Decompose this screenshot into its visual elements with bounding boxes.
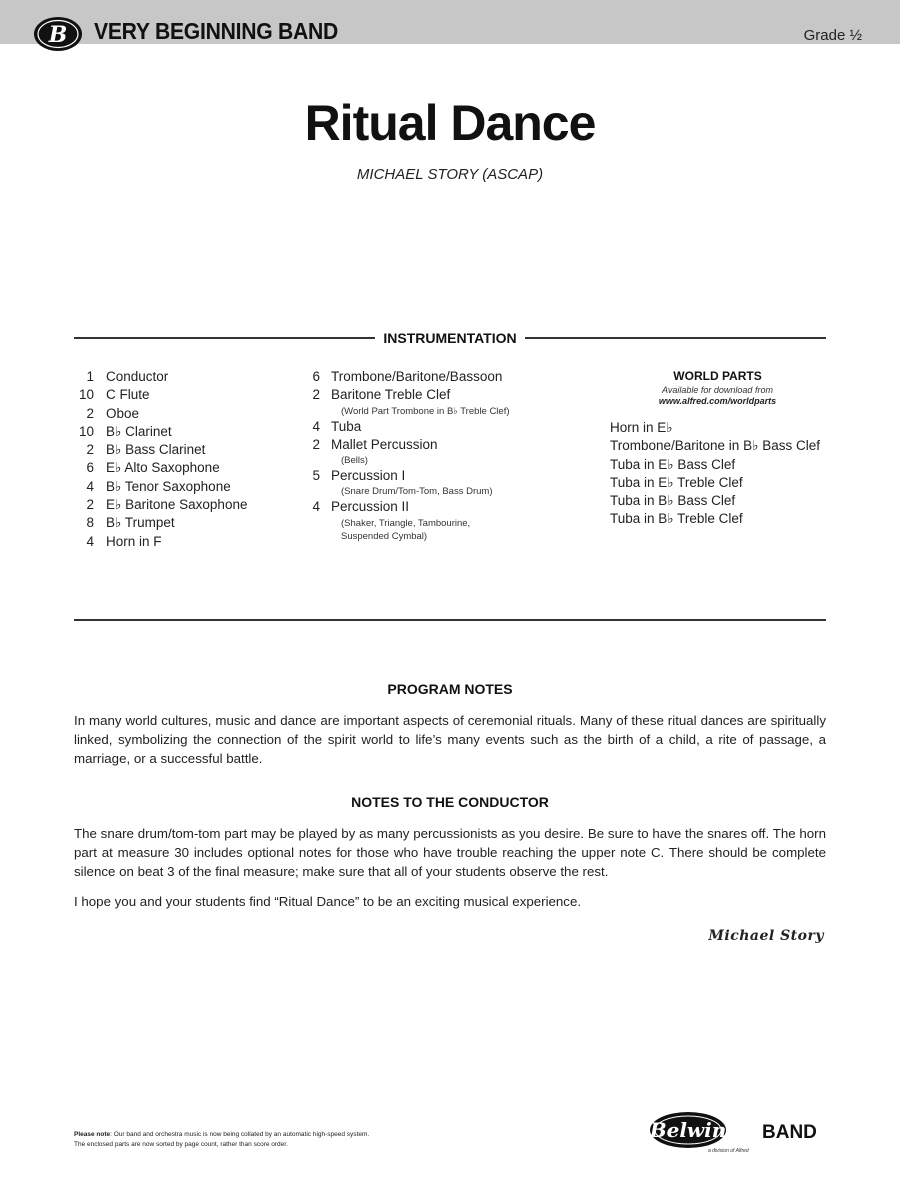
- instrument-name: Mallet Percussion: [331, 436, 438, 452]
- footer-note: [74, 1130, 369, 1150]
- world-part-item: Tuba in E♭ Bass Clef: [610, 456, 736, 472]
- belwin-band-logo-icon: [648, 1108, 828, 1158]
- instrumentation-label: INSTRUMENTATION: [383, 330, 517, 346]
- instrument-row: [300, 418, 541, 436]
- instrument-qty: 2: [86, 442, 94, 458]
- world-parts-url: www.alfred.com/worldparts: [658, 396, 777, 406]
- instrument-qty: 5: [312, 468, 320, 484]
- conductor-notes-heading: NOTES TO THE CONDUCTOR: [351, 794, 549, 810]
- instrument-qty: 4: [86, 533, 94, 549]
- instrument-qty: 4: [312, 418, 320, 434]
- instrument-qty: 2: [312, 436, 320, 452]
- divider-right: [525, 337, 826, 339]
- instrument-name: E♭ Alto Saxophone: [106, 460, 220, 476]
- program-notes-text: In many world cultures, music and dance are important aspects of ceremonial rituals. Many of these ritual dances are spiritually linked, symbolizing the connection of the spirit world to life’s many events such as the birth of a child, a rite of passage, a marriage, or a successful battle.: [74, 713, 826, 766]
- instrument-name: Baritone Treble Clef: [331, 387, 451, 403]
- world-parts-list: [610, 419, 820, 529]
- instrument-name: B♭ Clarinet: [106, 423, 172, 439]
- publisher-name: Belwin: [649, 1118, 727, 1142]
- instrument-qty: 8: [86, 515, 94, 531]
- instrument-name: Oboe: [106, 405, 140, 421]
- divider-left: [74, 337, 375, 339]
- instrument-qty: 10: [78, 423, 94, 439]
- instrument-name: B♭ Tenor Saxophone: [106, 478, 231, 494]
- publisher-suffix: BAND: [762, 1122, 817, 1143]
- footer-note-label: Please note: [74, 1131, 111, 1138]
- instrument-qty: 4: [312, 499, 320, 515]
- world-parts-availability: Available for download from: [662, 385, 773, 395]
- publisher-sub: a division of Alfred: [708, 1148, 749, 1154]
- instrument-qty: 6: [86, 460, 94, 476]
- instrument-qty: 2: [86, 497, 94, 513]
- world-part-item: Tuba in B♭ Treble Clef: [610, 511, 743, 527]
- belwin-b-logo-icon: [32, 14, 84, 54]
- world-parts-header: [610, 369, 825, 406]
- section-divider: [74, 619, 826, 621]
- instrument-qty: 10: [78, 387, 94, 403]
- grade-label: Grade ½: [803, 27, 862, 44]
- instrument-name: B♭ Bass Clarinet: [106, 442, 206, 458]
- instrument-note: (World Part Trombone in B♭ Treble Clef): [341, 405, 510, 417]
- instrumentation-heading: [74, 330, 826, 346]
- world-part-item: Trombone/Baritone in B♭ Bass Clef: [610, 438, 820, 454]
- instrument-qty: 2: [312, 387, 320, 403]
- instrument-note: (Snare Drum/Tom-Tom, Bass Drum): [341, 486, 493, 498]
- instrument-qty: 1: [86, 369, 94, 384]
- instrument-qty: 6: [312, 369, 320, 384]
- instrument-name: C Flute: [106, 387, 150, 403]
- instrument-row: [300, 436, 541, 454]
- instrument-row: [300, 467, 541, 485]
- instrument-qty: 4: [86, 478, 94, 494]
- instrument-name: Tuba: [331, 418, 362, 434]
- series-title: VERY BEGINNING BAND: [94, 18, 339, 44]
- instrument-name: Horn in F: [106, 533, 162, 549]
- program-notes-heading: PROGRAM NOTES: [387, 681, 513, 697]
- instrument-list-2: [300, 368, 541, 543]
- world-part-item: Horn in E♭: [610, 420, 673, 435]
- composer-credit: MICHAEL STORY (ASCAP): [356, 166, 544, 183]
- conductor-notes-text: The snare drum/tom-tom part may be played by as many percussionists as you desire. Be sure to have the snares off. The horn part at measure 30 includes optional notes for those who have trouble reaching the upper note C. There should be complete silence on beat 3 of the final measure; make sure that all of your students observe the rest.: [74, 826, 826, 879]
- instrument-row: [300, 498, 541, 516]
- instrument-name: Percussion I: [331, 468, 406, 484]
- composer-signature: Michael Story: [708, 928, 824, 944]
- page-title: Ritual Dance: [304, 95, 596, 151]
- instrument-note: (Shaker, Triangle, Tambourine, Suspended Cymbal): [341, 517, 471, 542]
- instrument-name: Percussion II: [331, 499, 410, 515]
- instrument-qty: 2: [86, 405, 94, 421]
- footer-note-text: : Our band and orchestra music is now being collated by an automatic high-speed system.: [110, 1131, 370, 1138]
- world-part-item: Tuba in B♭ Bass Clef: [610, 493, 736, 509]
- conductor-closing-text: I hope you and your students find “Ritual Dance” to be an exciting musical experience.: [74, 894, 582, 909]
- footer-note-line2: The enclosed parts are now sorted by page count, rather than score order.: [74, 1141, 288, 1148]
- world-parts-title: WORLD PARTS: [673, 369, 762, 383]
- instrument-name: E♭ Baritone Saxophone: [106, 497, 248, 513]
- instrument-name: B♭ Trumpet: [106, 515, 175, 531]
- instrument-name: Conductor: [106, 369, 169, 384]
- instrument-row: [300, 386, 541, 404]
- world-part-item: Tuba in E♭ Treble Clef: [610, 474, 743, 490]
- instrument-row: [300, 368, 541, 386]
- instrument-name: Trombone/Baritone/Bassoon: [331, 369, 503, 384]
- svg-text:B: B: [48, 22, 68, 48]
- instrument-note: (Bells): [341, 455, 368, 467]
